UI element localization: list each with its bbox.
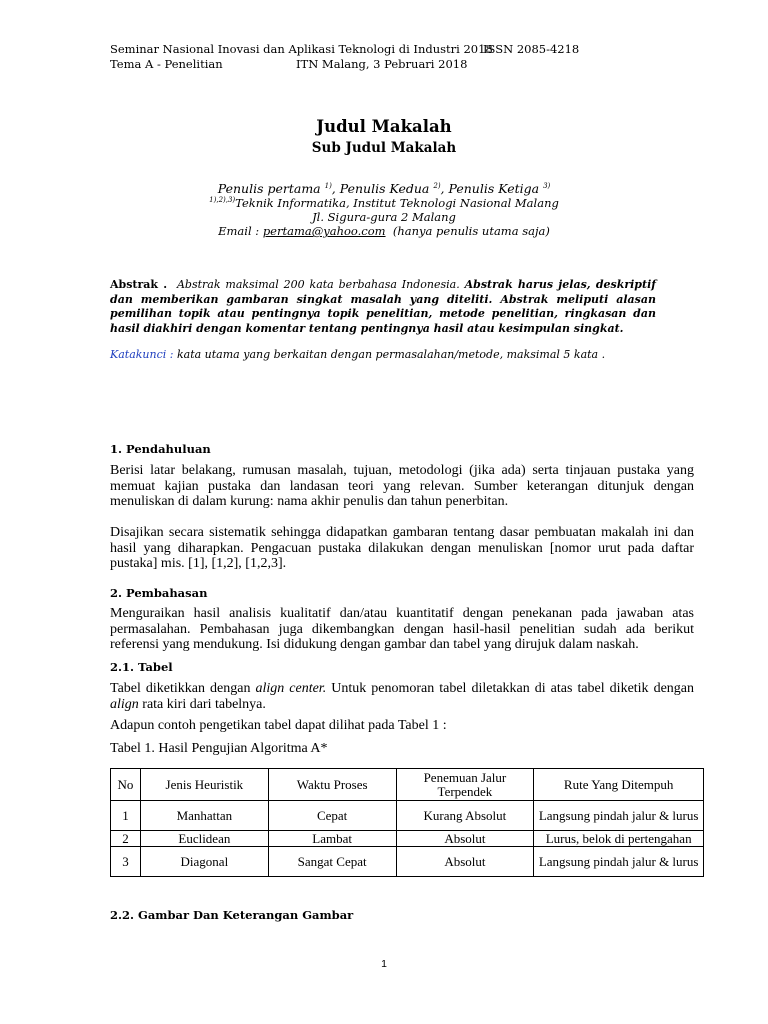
abstract-label: Abstrak . [110,278,168,291]
conference-name: Seminar Nasional Inovasi dan Aplikasi Teknologi di Industri 2018 [110,42,493,56]
table-cell: Absolut [396,831,534,847]
table-cell: Lambat [268,831,396,847]
table-cell: Langsung pindah jalur & lurus [534,847,704,877]
author-1-sup: 1) [324,181,332,190]
section-1-paragraph-2: Disajikan secara sistematik sehingga didapatkan gambaran tentang dasar pembuatan makalah ini dan hasil yang diharapkan. Pengacuan pustaka dilakukan dengan menuliskan [nomor urut pada daftar pustaka] mis. [1], [1,2], [1,2,3]. [110,525,694,571]
section-2-2-heading: 2.2. Gambar Dan Keterangan Gambar [110,908,354,922]
table-row [111,801,704,831]
email-line [0,224,768,238]
affiliation-sup: 1),2),3) [209,196,236,205]
text-run-italic: align center. [255,681,327,696]
header-cell: Penemuan Jalur Terpendek [396,769,534,801]
section-2-1-heading: 2.1. Tabel [110,660,173,674]
author-2-sup: 2) [433,181,441,190]
author-2: , Penulis Kedua [331,181,434,196]
paper-title: Judul Makalah [316,117,452,136]
affiliation-text: Teknik Informatika, Institut Teknologi Nasional Malang [235,196,559,210]
table-cell: Kurang Absolut [396,801,534,831]
results-table [110,768,704,877]
table-header-row [111,769,704,801]
address: Jl. Sigura-gura 2 Malang [312,210,456,224]
table-cell: Diagonal [140,847,268,877]
section-2-heading: 2. Pembahasan [110,586,208,600]
abstract-lead: Abstrak maksimal 200 kata berbahasa Indonesia. [176,278,460,291]
header-cell: Jenis Heuristik [140,769,268,801]
table-cell: 3 [111,847,141,877]
author-1: Penulis pertama [217,181,325,196]
text-run-italic: align [110,696,139,712]
table-caption: Tabel 1. Hasil Pengujian Algoritma A* [110,741,328,756]
table-cell: Manhattan [140,801,268,831]
text-run: Untuk penomoran tabel diletakkan di atas tabel diketik dengan [326,681,695,696]
abstract [110,278,656,336]
section-2-1-paragraph-2: Adapun contoh pengetikan tabel dapat dilihat pada Tabel 1 : [110,718,447,733]
email-note: (hanya penulis utama saja) [392,224,550,238]
keywords [110,348,605,361]
paper-subtitle: Sub Judul Makalah [311,140,457,156]
author-3: , Penulis Ketiga [440,181,544,196]
issn: ISSN 2085-4218 [483,42,580,56]
email-label: Email : [218,224,263,238]
affiliation [0,196,768,210]
table-cell: Sangat Cepat [268,847,396,877]
table-row [111,831,704,847]
theme-label: Tema A - Penelitian [110,57,223,71]
page-number: 1 [381,958,387,970]
table-cell: Langsung pindah jalur & lurus [534,801,704,831]
table-row [111,847,704,877]
email-link[interactable]: pertama@yahoo.com [262,224,386,238]
table-cell: Cepat [268,801,396,831]
header-cell: Waktu Proses [268,769,396,801]
author-3-sup: 3) [543,181,551,190]
table-cell: Euclidean [140,831,268,847]
text-run: rata kiri dari tabelnya. [138,696,266,712]
table-cell: Absolut [396,847,534,877]
text-run: Tabel diketikkan dengan [110,681,256,696]
section-1-paragraph-1: Berisi latar belakang, rumusan masalah, tujuan, metodologi (jika ada) serta tinjauan pustaka yang memuat kajian pustaka dan landasan teori yang relevan. Sumber keterangan ditunjuk dengan menuliskan di dalam kurung: nama akhir penulis dan tahun penerbitan. [110,463,694,509]
section-2-paragraph-1: Menguraikan hasil analisis kualitatif dan/atau kuantitatif dengan penekanan pada jawaban atas permasalahan. Pembahasan juga dikembangkan dengan hasil-hasil penelitian sudah ada berikut referensi yang mendukung. Isi didukung dengan gambar dan tabel yang dirujuk dalam naskah. [110,606,694,652]
section-2-1-paragraph-1 [110,681,694,712]
header-cell: No [111,769,141,801]
author-list [0,181,768,196]
table-cell: 1 [111,801,141,831]
table-cell: Lurus, belok di pertengahan [534,831,704,847]
keywords-label: Katakunci : [110,348,174,361]
abstract-body: Abstrak harus jelas, deskriptif dan memberikan gambaran singkat masalah yang diteliti. Abstrak meliputi alasan pemilihan topik atau pentingnya topik penelitian, metode penelitian, ringkasan dan hasil diakhiri dengan komentar tentang pentingnya hasil atau kesimpulan singkat. [110,278,656,335]
keywords-text: kata utama yang berkaitan dengan permasalahan/metode, maksimal 5 kata . [173,348,606,361]
place-date: ITN Malang, 3 Pebruari 2018 [296,57,468,71]
header-cell: Rute Yang Ditempuh [534,769,704,801]
table-cell: 2 [111,831,141,847]
section-1-heading: 1. Pendahuluan [110,442,211,456]
